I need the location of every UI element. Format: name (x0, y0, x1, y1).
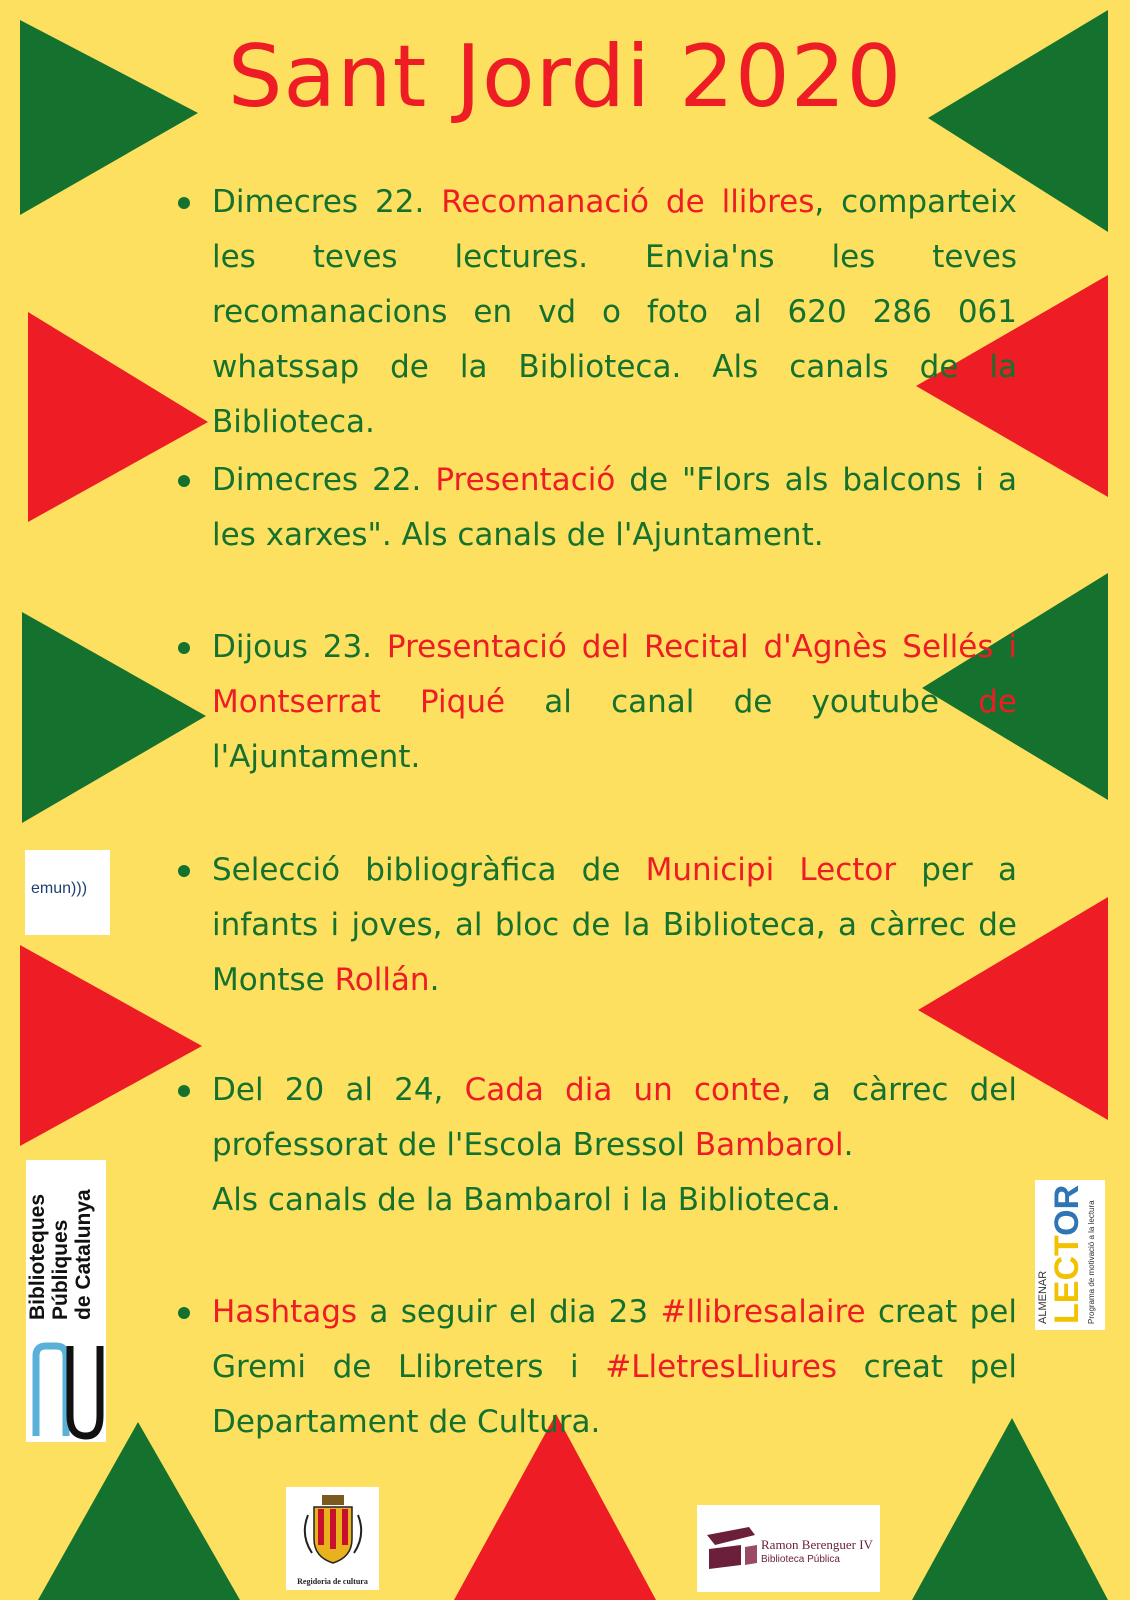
item-text: Selecció bibliogràfica de (212, 852, 646, 888)
item-text: l'Ajuntament. (212, 739, 421, 775)
bullet-icon (178, 642, 190, 654)
item-highlight: Recomanació de llibres (441, 184, 815, 220)
triangle-red-left-3 (20, 945, 202, 1146)
event-item-5 (212, 1063, 1017, 1228)
item-text: per a infants i joves, al bloc de la Biblioteca, a càrrec de Montse (212, 852, 1017, 998)
emun-logo-text: emun))) (31, 880, 88, 897)
ajuntament-crest-logo (286, 1487, 379, 1590)
ramon-sub: Biblioteca Pública (761, 1554, 840, 1565)
item-text: , a càrrec del professorat de l'Escola Bressol (212, 1072, 1017, 1163)
bullet-icon (178, 1085, 190, 1097)
lector-wordmark: LECTOR (1048, 1184, 1086, 1324)
item-text: Dimecres 22. (212, 184, 442, 220)
crest-caption: Regidoria de cultura (297, 1577, 368, 1586)
event-item-2 (212, 453, 1017, 563)
bullet-icon (178, 197, 190, 209)
lector-tagline: Programa de motivació a la lectura (1087, 1200, 1096, 1324)
library-mark-icon (701, 1505, 761, 1592)
triangle-green-bottom-left-full (38, 1422, 240, 1600)
item-highlight: Presentació (435, 462, 616, 498)
item-text: Dijous 23. (212, 629, 387, 665)
item-highlight: #llibresalaire (660, 1294, 866, 1330)
event-item-4 (212, 843, 1017, 1008)
item-text: . (429, 962, 440, 998)
item-highlight: Hashtags (212, 1294, 358, 1330)
item-highlight: Rollán (334, 962, 430, 998)
bullet-icon (178, 475, 190, 487)
item-text: Del 20 al 24, (212, 1072, 465, 1108)
event-item-1 (212, 175, 1017, 450)
bpc-logo-text: Biblioteques Públiques de Catalunya (26, 1189, 95, 1320)
triangle-red-left-1 (28, 312, 208, 522)
item-text: al canal de youtube (505, 684, 979, 720)
item-text: . (843, 1127, 854, 1163)
item-highlight: Bambarol (694, 1127, 844, 1163)
bullet-icon (178, 1307, 190, 1319)
ramon-name: Ramon Berenguer IV (761, 1537, 873, 1552)
item-text: creat pel Gremi de Llibreters i (212, 1294, 1017, 1385)
ramon-berenguer-logo (697, 1505, 880, 1592)
item-highlight: Cada dia un conte (464, 1072, 781, 1108)
item-highlight: Presentació del Recital d'Agnès Sellés i Montserrat Piqué (212, 629, 1017, 720)
crest-icon (286, 1491, 379, 1571)
item-text: creat pel Departament de Cultura. (212, 1349, 1017, 1440)
almenar-lector-logo (1035, 1180, 1105, 1330)
event-item-6 (212, 1285, 1017, 1450)
emun-logo (25, 850, 110, 935)
bullet-icon (178, 865, 190, 877)
almenar-label: ALMENAR (1037, 1270, 1049, 1324)
item-text: a seguir el dia 23 (357, 1294, 661, 1330)
item-highlight: #LletresLliures (605, 1349, 838, 1385)
item-text: de "Flors als balcons i a les xarxes". Als canals de l'Ajuntament. (212, 462, 1017, 553)
poster-title: Sant Jordi 2020 (227, 27, 903, 127)
item-highlight: Municipi Lector (645, 852, 897, 888)
item-highlight: de (978, 684, 1017, 720)
bpc-logo (26, 1160, 106, 1442)
item-extra-line: Als canals de la Bambarol i la Biblioteca. (212, 1182, 841, 1218)
event-item-3 (212, 620, 1017, 785)
item-text: , comparteix les teves lectures. Envia'ns les teves recomanacions en vd o foto al 620 286 061 whatssap de la Biblioteca. Als canals de la Biblioteca. (212, 184, 1017, 440)
item-text: Dimecres 22. (212, 462, 436, 498)
